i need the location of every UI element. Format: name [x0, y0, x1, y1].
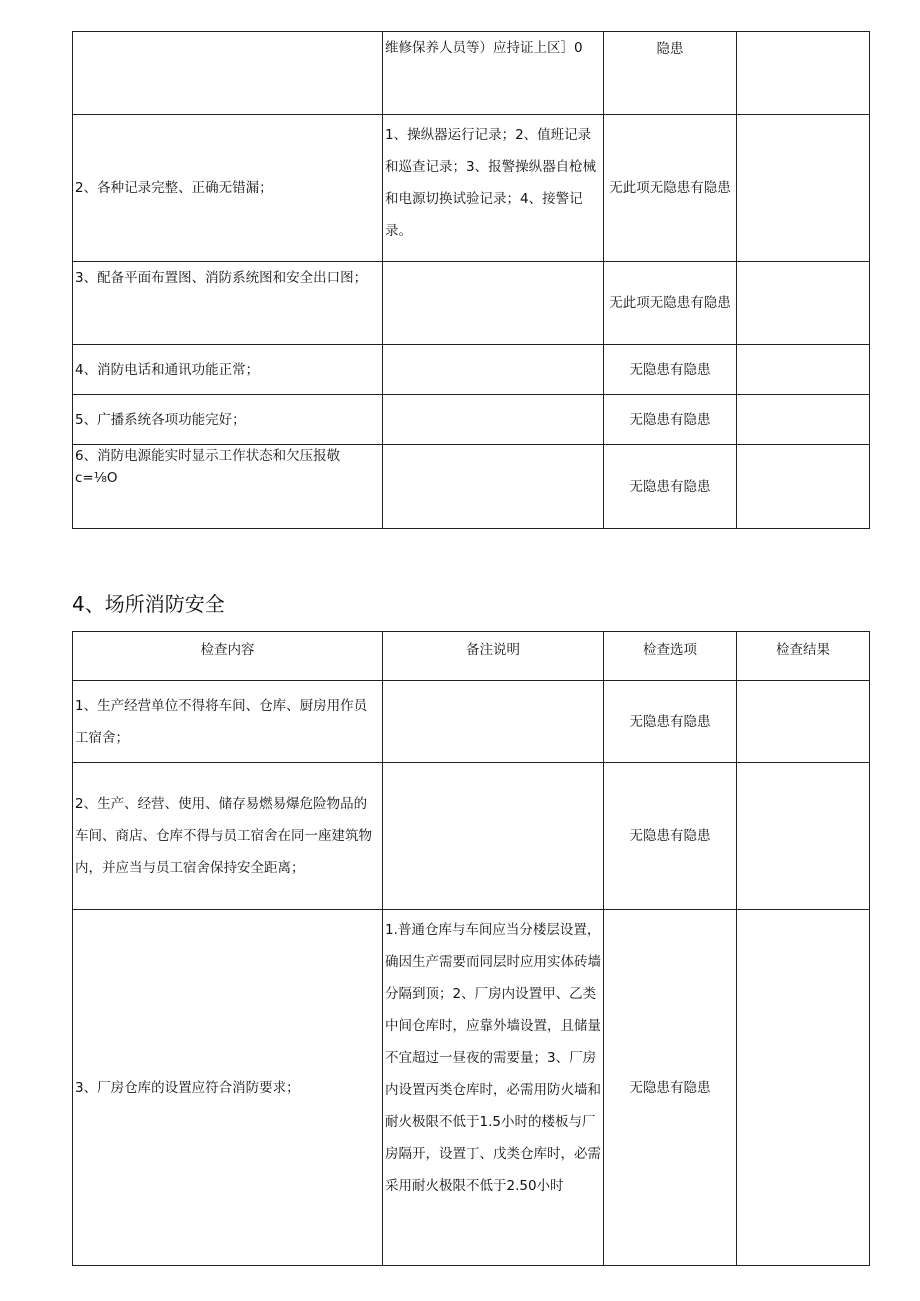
content-cell: 1、生产经营单位不得将车间、仓库、厨房用作员工宿舍；	[73, 681, 383, 763]
result-cell	[737, 32, 870, 115]
result-cell	[737, 262, 870, 345]
note-cell	[383, 681, 604, 763]
option-cell: 无此项无隐患有隐患	[604, 115, 737, 262]
content-cell: 6、消防电源能实时显示工作状态和欠压报敬c=⅛O	[73, 445, 383, 529]
header-content: 检查内容	[73, 632, 383, 681]
note-cell	[383, 445, 604, 529]
header-result: 检查结果	[737, 632, 870, 681]
table-row	[73, 445, 870, 529]
inspection-table	[72, 631, 870, 1266]
table-row	[73, 763, 870, 910]
table-row	[73, 910, 870, 1266]
table-row	[73, 345, 870, 395]
result-cell	[737, 681, 870, 763]
table-row	[73, 681, 870, 763]
option-cell: 无隐患有隐患	[604, 763, 737, 910]
table-row	[73, 32, 870, 115]
option-cell: 无此项无隐患有隐患	[604, 262, 737, 345]
note-cell	[383, 763, 604, 910]
result-cell	[737, 395, 870, 445]
option-cell: 隐患	[604, 32, 737, 115]
note-cell	[383, 395, 604, 445]
content-cell: 2、生产、经营、使用、储存易燃易爆危险物品的车间、商店、仓库不得与员工宿舍在同一座建筑物内，并应当与员工宿舍保持安全距离；	[73, 763, 383, 910]
content-cell: 2、各种记录完整、正确无错漏；	[73, 115, 383, 262]
content-cell	[73, 32, 383, 115]
header-row	[73, 632, 870, 681]
result-cell	[737, 763, 870, 910]
content-cell: 4、消防电话和通讯功能正常；	[73, 345, 383, 395]
note-cell: 维修保养人员等）应持证上区］0	[383, 32, 604, 115]
result-cell	[737, 910, 870, 1266]
content-cell: 3、配备平面布置图、消防系统图和安全出口图；	[73, 262, 383, 345]
option-cell: 无隐患有隐患	[604, 910, 737, 1266]
option-cell: 无隐患有隐患	[604, 681, 737, 763]
table-row	[73, 115, 870, 262]
result-cell	[737, 445, 870, 529]
note-cell	[383, 262, 604, 345]
note-cell	[383, 345, 604, 395]
content-cell: 3、厂房仓库的设置应符合消防要求；	[73, 910, 383, 1266]
section-title: 4、场所消防安全	[72, 592, 225, 616]
content-cell: 5、广播系统各项功能完好；	[73, 395, 383, 445]
note-cell: 1.普通仓库与车间应当分楼层设置，确因生产需要而同层时应用实体砖墙分隔到顶；2、厂房内设置甲、乙类中间仓库时，应靠外墙设置，且储量不宜超过一昼夜的需要量；3、厂房内设置丙类仓库时，必需用防火墙和耐火极限不低于1.5小时的楼板与厂房隔开，设置丁、戊类仓库时，必需采用耐火极限不低于2.50小时	[383, 910, 604, 1266]
table-row	[73, 395, 870, 445]
option-cell: 无隐患有隐患	[604, 395, 737, 445]
result-cell	[737, 115, 870, 262]
note-cell: 1、操纵器运行记录；2、值班记录和巡查记录；3、报警操纵器自枪械和电源切换试验记录；4、接警记录。	[383, 115, 604, 262]
table-row	[73, 262, 870, 345]
option-cell: 无隐患有隐患	[604, 445, 737, 529]
option-cell: 无隐患有隐患	[604, 345, 737, 395]
header-option: 检查选项	[604, 632, 737, 681]
result-cell	[737, 345, 870, 395]
header-note: 备注说明	[383, 632, 604, 681]
continuation-table	[72, 31, 870, 529]
